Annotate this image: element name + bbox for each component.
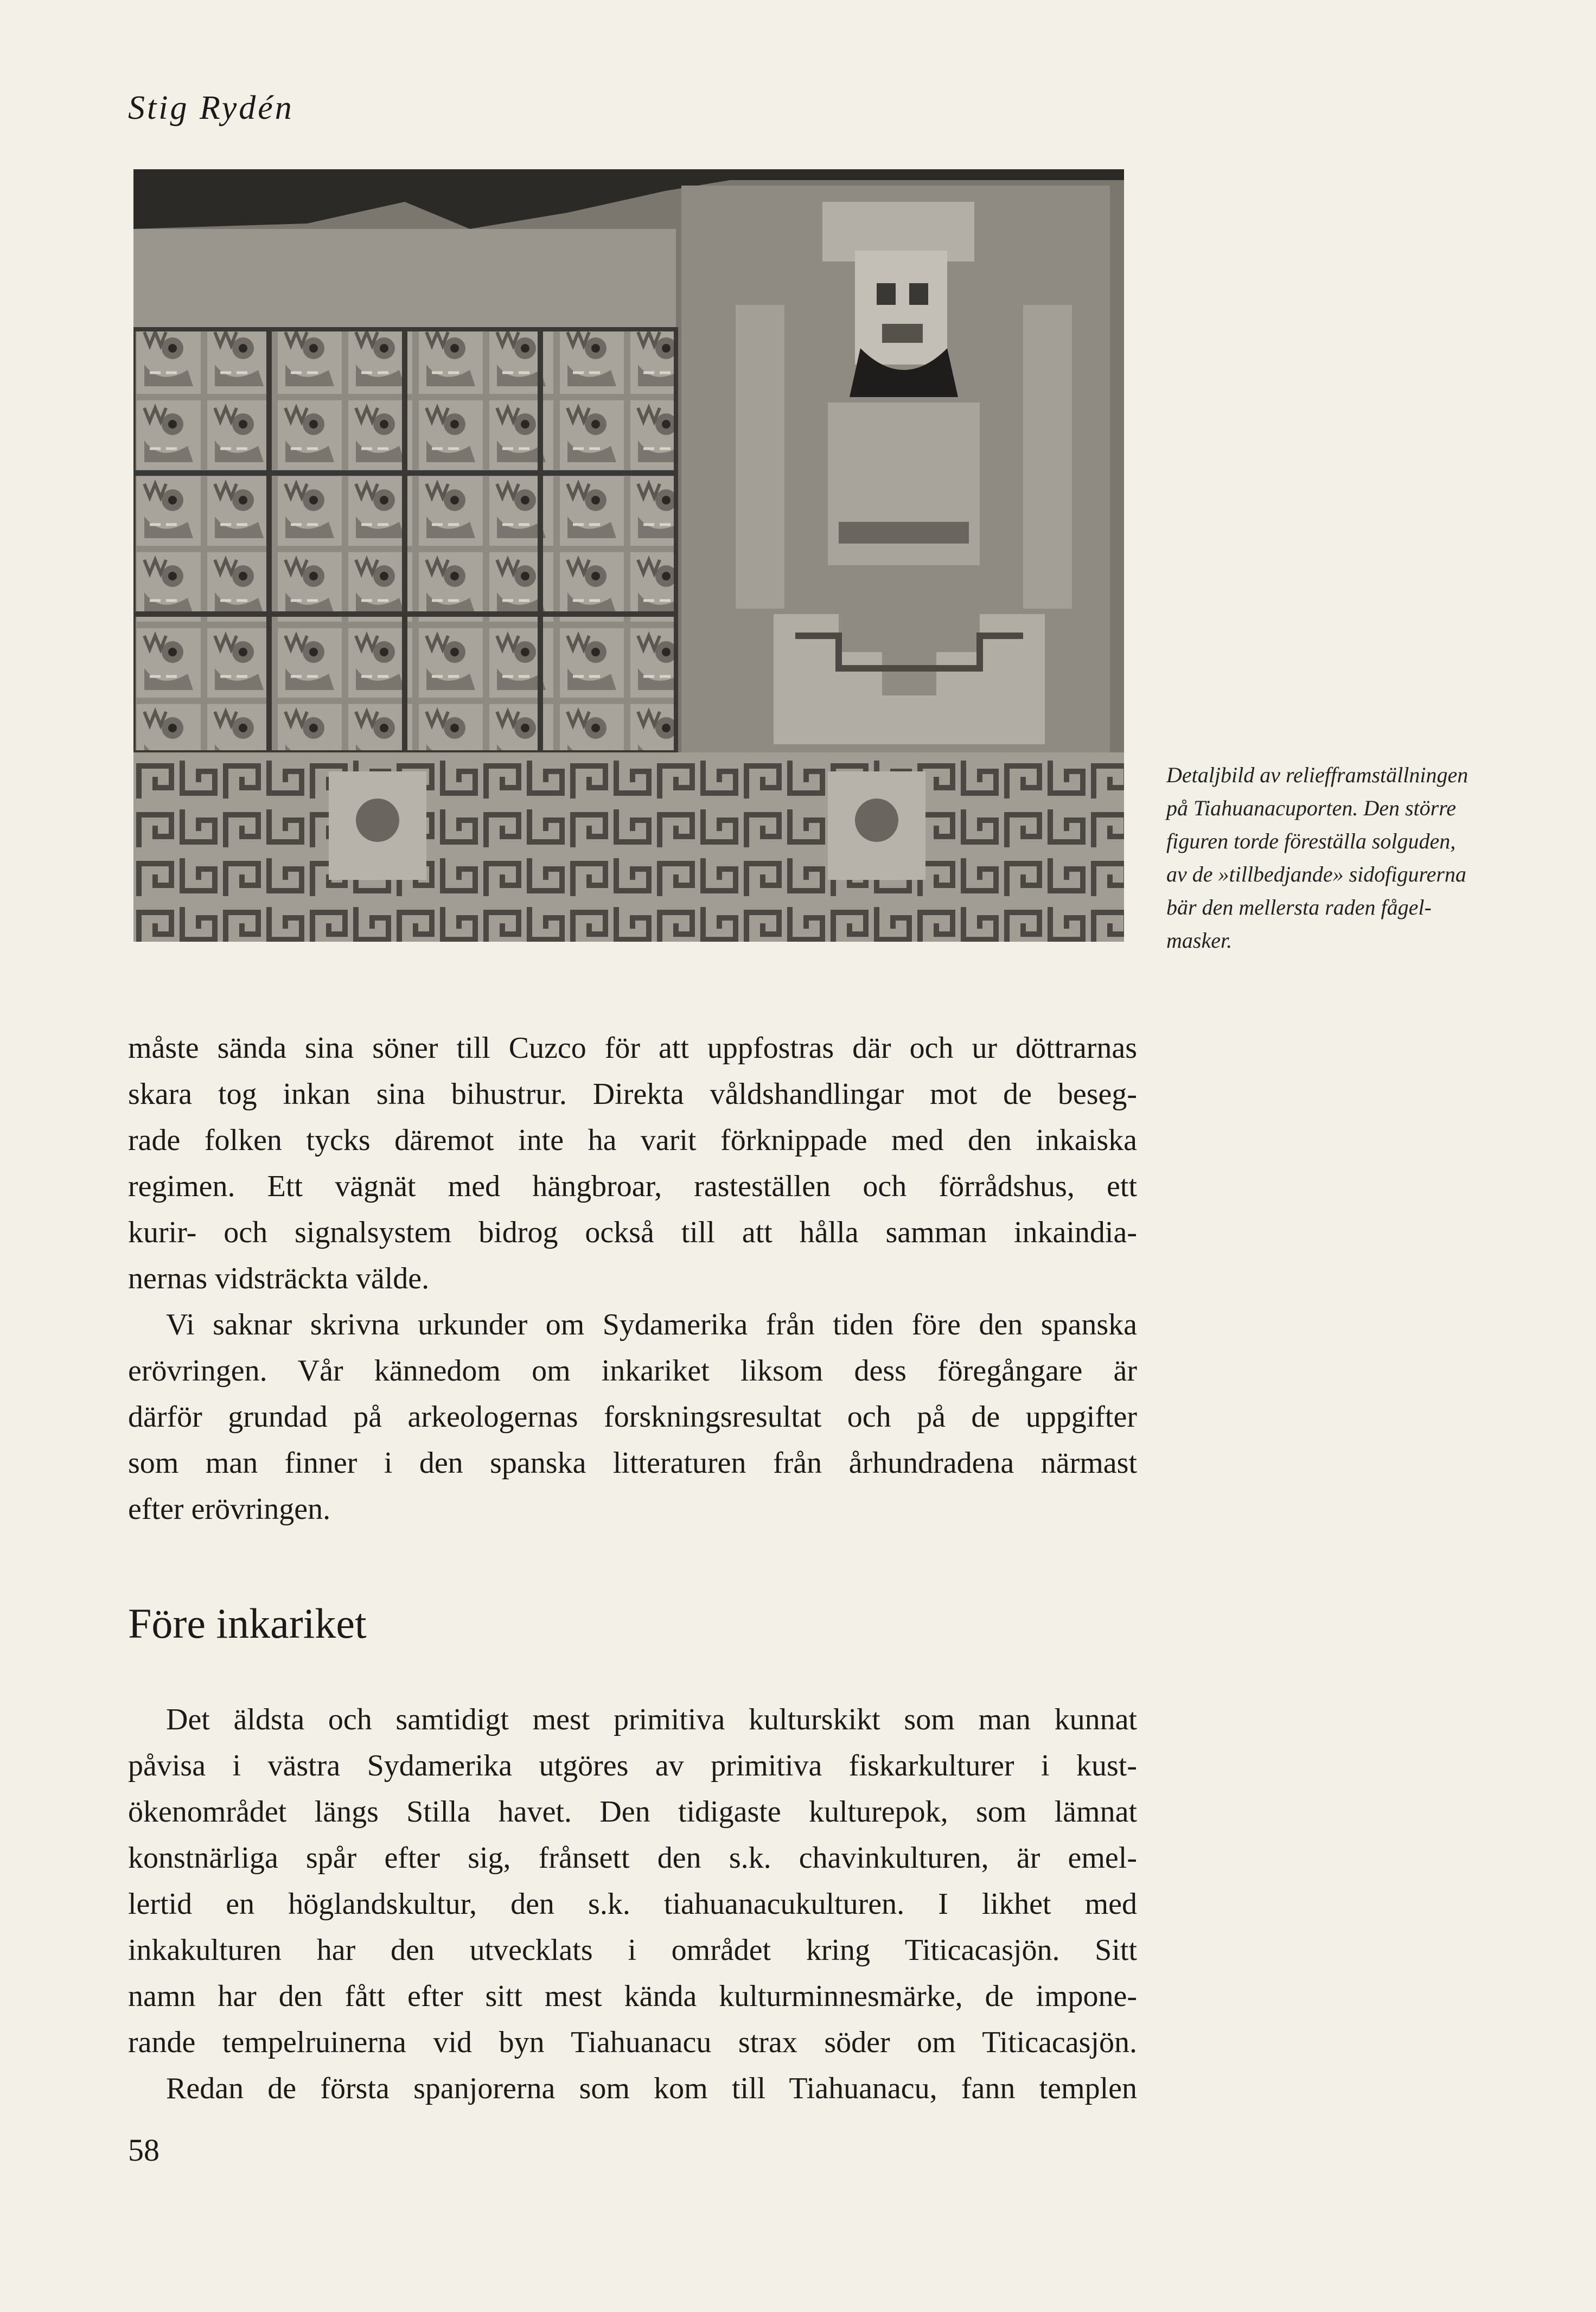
text-line: som man finner i den spanska litteraturen från århundradena närmast <box>128 1446 1137 1480</box>
relief-photo-image <box>133 169 1124 942</box>
text-line: Det äldsta och samtidigt mest primitiva kulturskikt som man kunnat <box>166 1703 1137 1736</box>
caption-line: figuren torde föreställa solguden, <box>1166 829 1456 853</box>
figure-caption <box>1166 758 1524 957</box>
text-line: lertid en höglandskultur, den s.k. tiahuanacukulturen. I likhet med <box>128 1887 1137 1921</box>
text-line: påvisa i västra Sydamerika utgöres av primitiva fiskarkulturer i kust- <box>128 1749 1137 1783</box>
caption-line: av de »tillbedjande» sidofigurerna <box>1166 862 1466 886</box>
author-name: Stig Rydén <box>128 90 294 126</box>
caption-line: bär den mellersta raden fågel- <box>1166 895 1432 919</box>
text-line: därför grundad på arkeologernas forskningsresultat och på de uppgifter <box>128 1400 1137 1434</box>
text-line: inkakulturen har den utvecklats i området kring Titicacasjön. Sitt <box>128 1933 1137 1967</box>
paragraph-2 <box>128 1302 1137 1532</box>
text-line: måste sända sina söner till Cuzco för att uppfostras där och ur döttrarnas <box>128 1031 1137 1065</box>
text-line: efter erövringen. <box>128 1492 331 1526</box>
caption-line: på Tiahuanacuporten. Den större <box>1166 796 1457 820</box>
text-line: skara tog inkan sina bihustrur. Direkta våldshandlingar mot de beseg- <box>128 1077 1137 1111</box>
text-line: Redan de första spanjorerna som kom till Tiahuanacu, fann templen <box>166 2072 1137 2105</box>
section-heading: Före inkariket <box>128 1600 367 1647</box>
paragraph-1 <box>128 1025 1137 1302</box>
text-line: rade folken tycks däremot inte ha varit förknippade med den inkaiska <box>128 1123 1137 1157</box>
text-line: konstnärliga spår efter sig, frånsett den s.k. chavinkulturen, är emel- <box>128 1841 1137 1875</box>
text-line: regimen. Ett vägnät med hängbroar, rasteställen och förrådshus, ett <box>128 1170 1137 1203</box>
text-line: Vi saknar skrivna urkunder om Sydamerika från tiden före den spanska <box>166 1308 1137 1342</box>
text-line: ökenområdet längs Stilla havet. Den tidigaste kulturepok, som lämnat <box>128 1795 1137 1829</box>
paragraph-4 <box>128 2066 1137 2112</box>
caption-line: masker. <box>1166 928 1233 953</box>
caption-line: Detaljbild av reliefframställningen <box>1166 763 1469 787</box>
text-line: kurir- och signalsystem bidrog också till att hålla samman inkaindia- <box>128 1216 1137 1249</box>
relief-photo <box>133 169 1124 942</box>
paragraph-3 <box>128 1697 1137 2066</box>
text-line: namn har den fått efter sitt mest kända kulturminnesmärke, de impone- <box>128 1979 1137 2013</box>
page-number: 58 <box>128 2132 159 2168</box>
text-line: erövringen. Vår kännedom om inkariket liksom dess föregångare är <box>128 1354 1137 1388</box>
text-line: rande tempelruinerna vid byn Tiahuanacu strax söder om Titicacasjön. <box>128 2026 1137 2059</box>
text-line: nernas vidsträckta välde. <box>128 1262 430 1295</box>
